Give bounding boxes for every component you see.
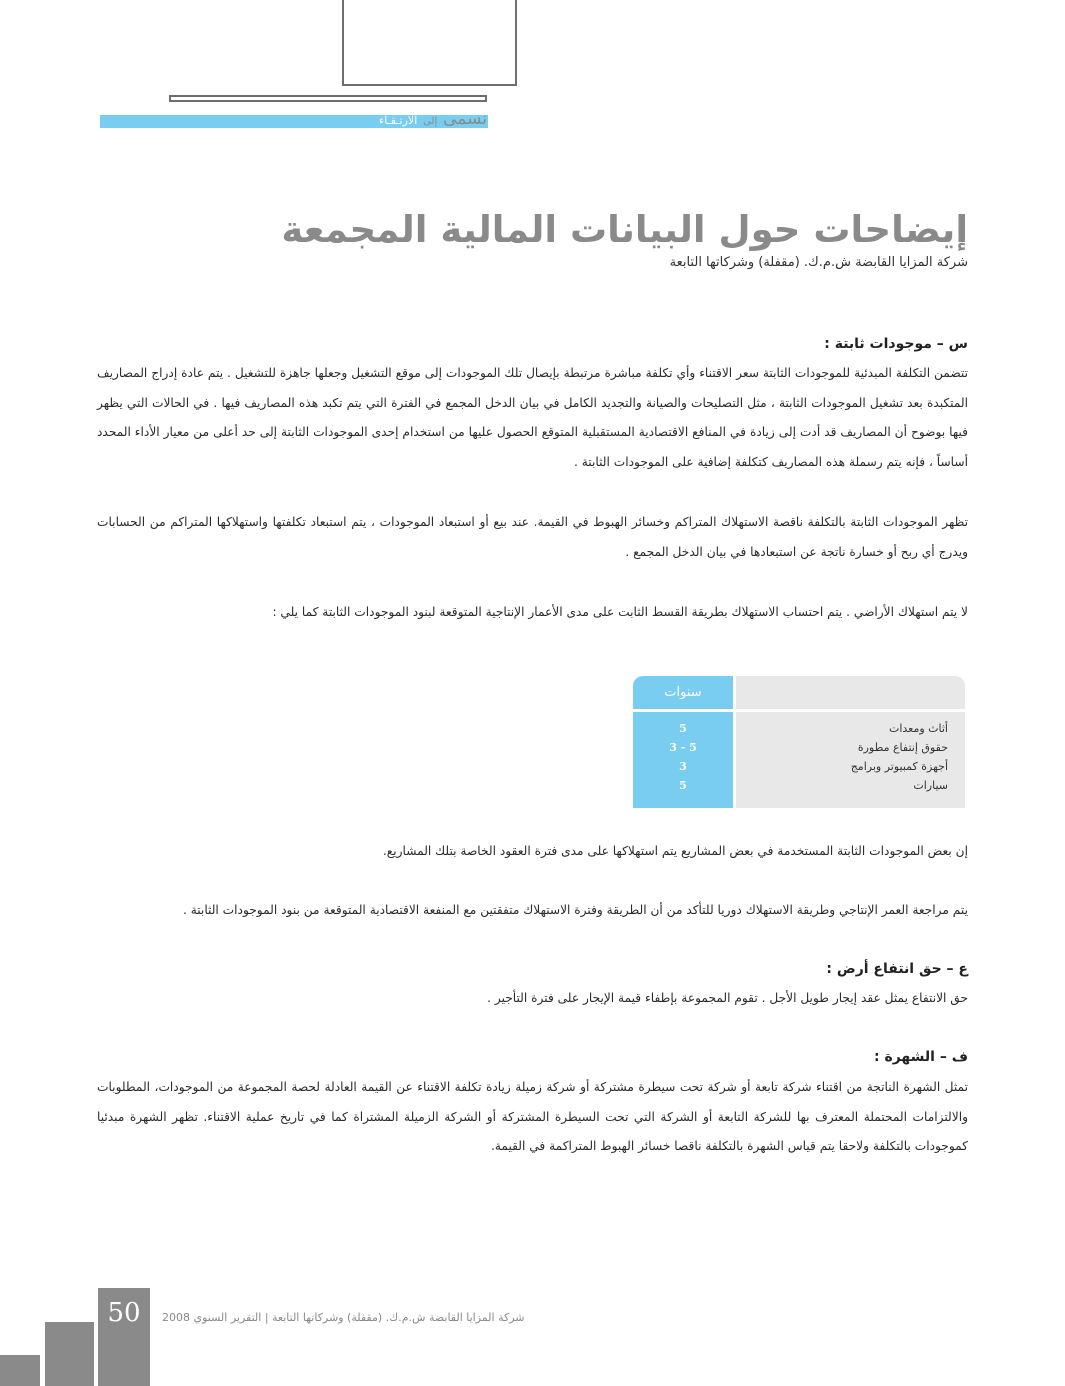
page-title: إيضاحات حول البيانات المالية المجمعة	[281, 208, 968, 251]
section-heading-land-usufruct: ع – حق انتفاع أرض :	[826, 961, 968, 977]
table-row-label: حقوق إنتفاع مطورة	[857, 741, 948, 754]
table-row-years: 3	[679, 760, 687, 773]
section-heading-fixed-assets: س – موجودات ثابتة :	[824, 336, 968, 352]
slogan-word-1: نسمى	[443, 109, 487, 129]
slogan-word-2: إلى	[423, 116, 438, 127]
table-row-label: سيارات	[913, 779, 948, 792]
slogan-word-3: الارتـقـاء	[379, 114, 418, 127]
paragraph-useful-life-review: يتم مراجعة العمر الإنتاجي وطريقة الاستهلاك دوريا للتأكد من أن الطريقة وفترة الاستهلاك متفقتين مع المنفعة الاقتصادية المتوقعة من بنود الموجودات الثابتة .	[182, 903, 968, 917]
table-row-years: 3 - 5	[669, 741, 697, 754]
top-frame-box	[342, 0, 517, 86]
footer-bar-small	[0, 1355, 40, 1386]
table-row-label: أجهزة كمبيوتر وبرامج	[850, 760, 948, 773]
table-row-label: أثاث ومعدات	[888, 722, 948, 735]
slogan	[379, 109, 487, 132]
top-frame-bar	[169, 95, 487, 102]
paragraph-fixed-assets-cost: تتضمن التكلفة المبدئية للموجودات الثابتة سعر الاقتناء وأي تكلفة مباشرة مرتبطة بإيصال تلك الموجودات إلى موقع التشغيل وجعلها جاهزة للتشغيل . يتم عادة إدراج المصاريف المتكبدة بعد تشغيل الموجودات الثابتة ، مثل التصليحات والصيانة والتجديد الكامل في بيان الدخل المجمع في الفترة التي يتم تكبد هذه المصاريف فيها . في الحالات التي يظهر فيها بوضوح أن المصاريف قد أدت إلى زيادة في المنافع الاقتصادية المستقبلية المتوقع الحصول عليها من استخدام إحدى الموجودات الثابتة إلى حد أعلى من معيار الأداء المحدد أساساً ، فإنه يتم رسملة هذه المصاريف كتكلفة إضافية على الموجودات الثابتة .	[97, 366, 968, 469]
section-heading-goodwill: ف – الشهرة :	[873, 1049, 968, 1065]
table-row-years: 5	[679, 779, 687, 792]
page-number: 50	[107, 1298, 141, 1328]
paragraph-project-assets: إن بعض الموجودات الثابتة المستخدمة في بعض المشاريع يتم استهلاكها على مدى فترة العقود الخاصة بتلك المشاريع.	[382, 844, 968, 858]
table-header-years: سنوات	[633, 676, 733, 709]
footer-bar-medium	[45, 1322, 94, 1386]
paragraph-depreciation-method: لا يتم استهلاك الأراضي . يتم احتساب الاستهلاك بطريقة القسط الثابت على مدى الأعمار الإنتاجية المتوقعة لبنود الموجودات الثابتة كما يلي :	[272, 605, 968, 619]
table-row-years: 5	[679, 722, 687, 735]
paragraph-fixed-assets-carrying: تظهر الموجودات الثابتة بالتكلفة ناقصة الاستهلاك المتراكم وخسائر الهبوط في القيمة. عند بيع أو استبعاد الموجودات ، يتم استبعاد تكلفتها واستهلاكها المتراكم من الحسابات ويدرج أي ربح أو خسارة ناتجة عن استبعادها في بيان الدخل المجمع .	[97, 515, 968, 559]
page-subtitle: شركة المزايا القابضة ش.م.ك. (مقفلة) وشركاتها التابعة	[669, 255, 968, 270]
paragraph-land-usufruct: حق الانتفاع يمثل عقد إيجار طويل الأجل . تقوم المجموعة بإطفاء قيمة الإيجار على فترة التأجير .	[487, 991, 968, 1005]
footer-text: شركة المزايا القابضة ش.م.ك. (مقفلة) وشركاتها التابعة | التقرير السنوي 2008	[162, 1311, 525, 1324]
paragraph-goodwill: تمثل الشهرة الناتجة من اقتناء شركة تابعة أو شركة تحت سيطرة مشتركة أو شركة زميلة زيادة تكلفة الاقتناء عن القيمة العادلة لحصة المجموعة من الموجودات، المطلوبات والالتزامات المحتملة المعترف بها للشركة التابعة أو الشركة التي تحت السيطرة المشتركة أو الشركة الزميلة المشتراة كما في تاريخ عملية الاقتناء. تظهر الشهرة مبدئيا كموجودات بالتكلفة ولاحقا يتم قياس الشهرة بالتكلفة ناقصا خسائر الهبوط المتراكمة في القيمة.	[97, 1080, 968, 1153]
table-header-label-column	[736, 676, 965, 709]
